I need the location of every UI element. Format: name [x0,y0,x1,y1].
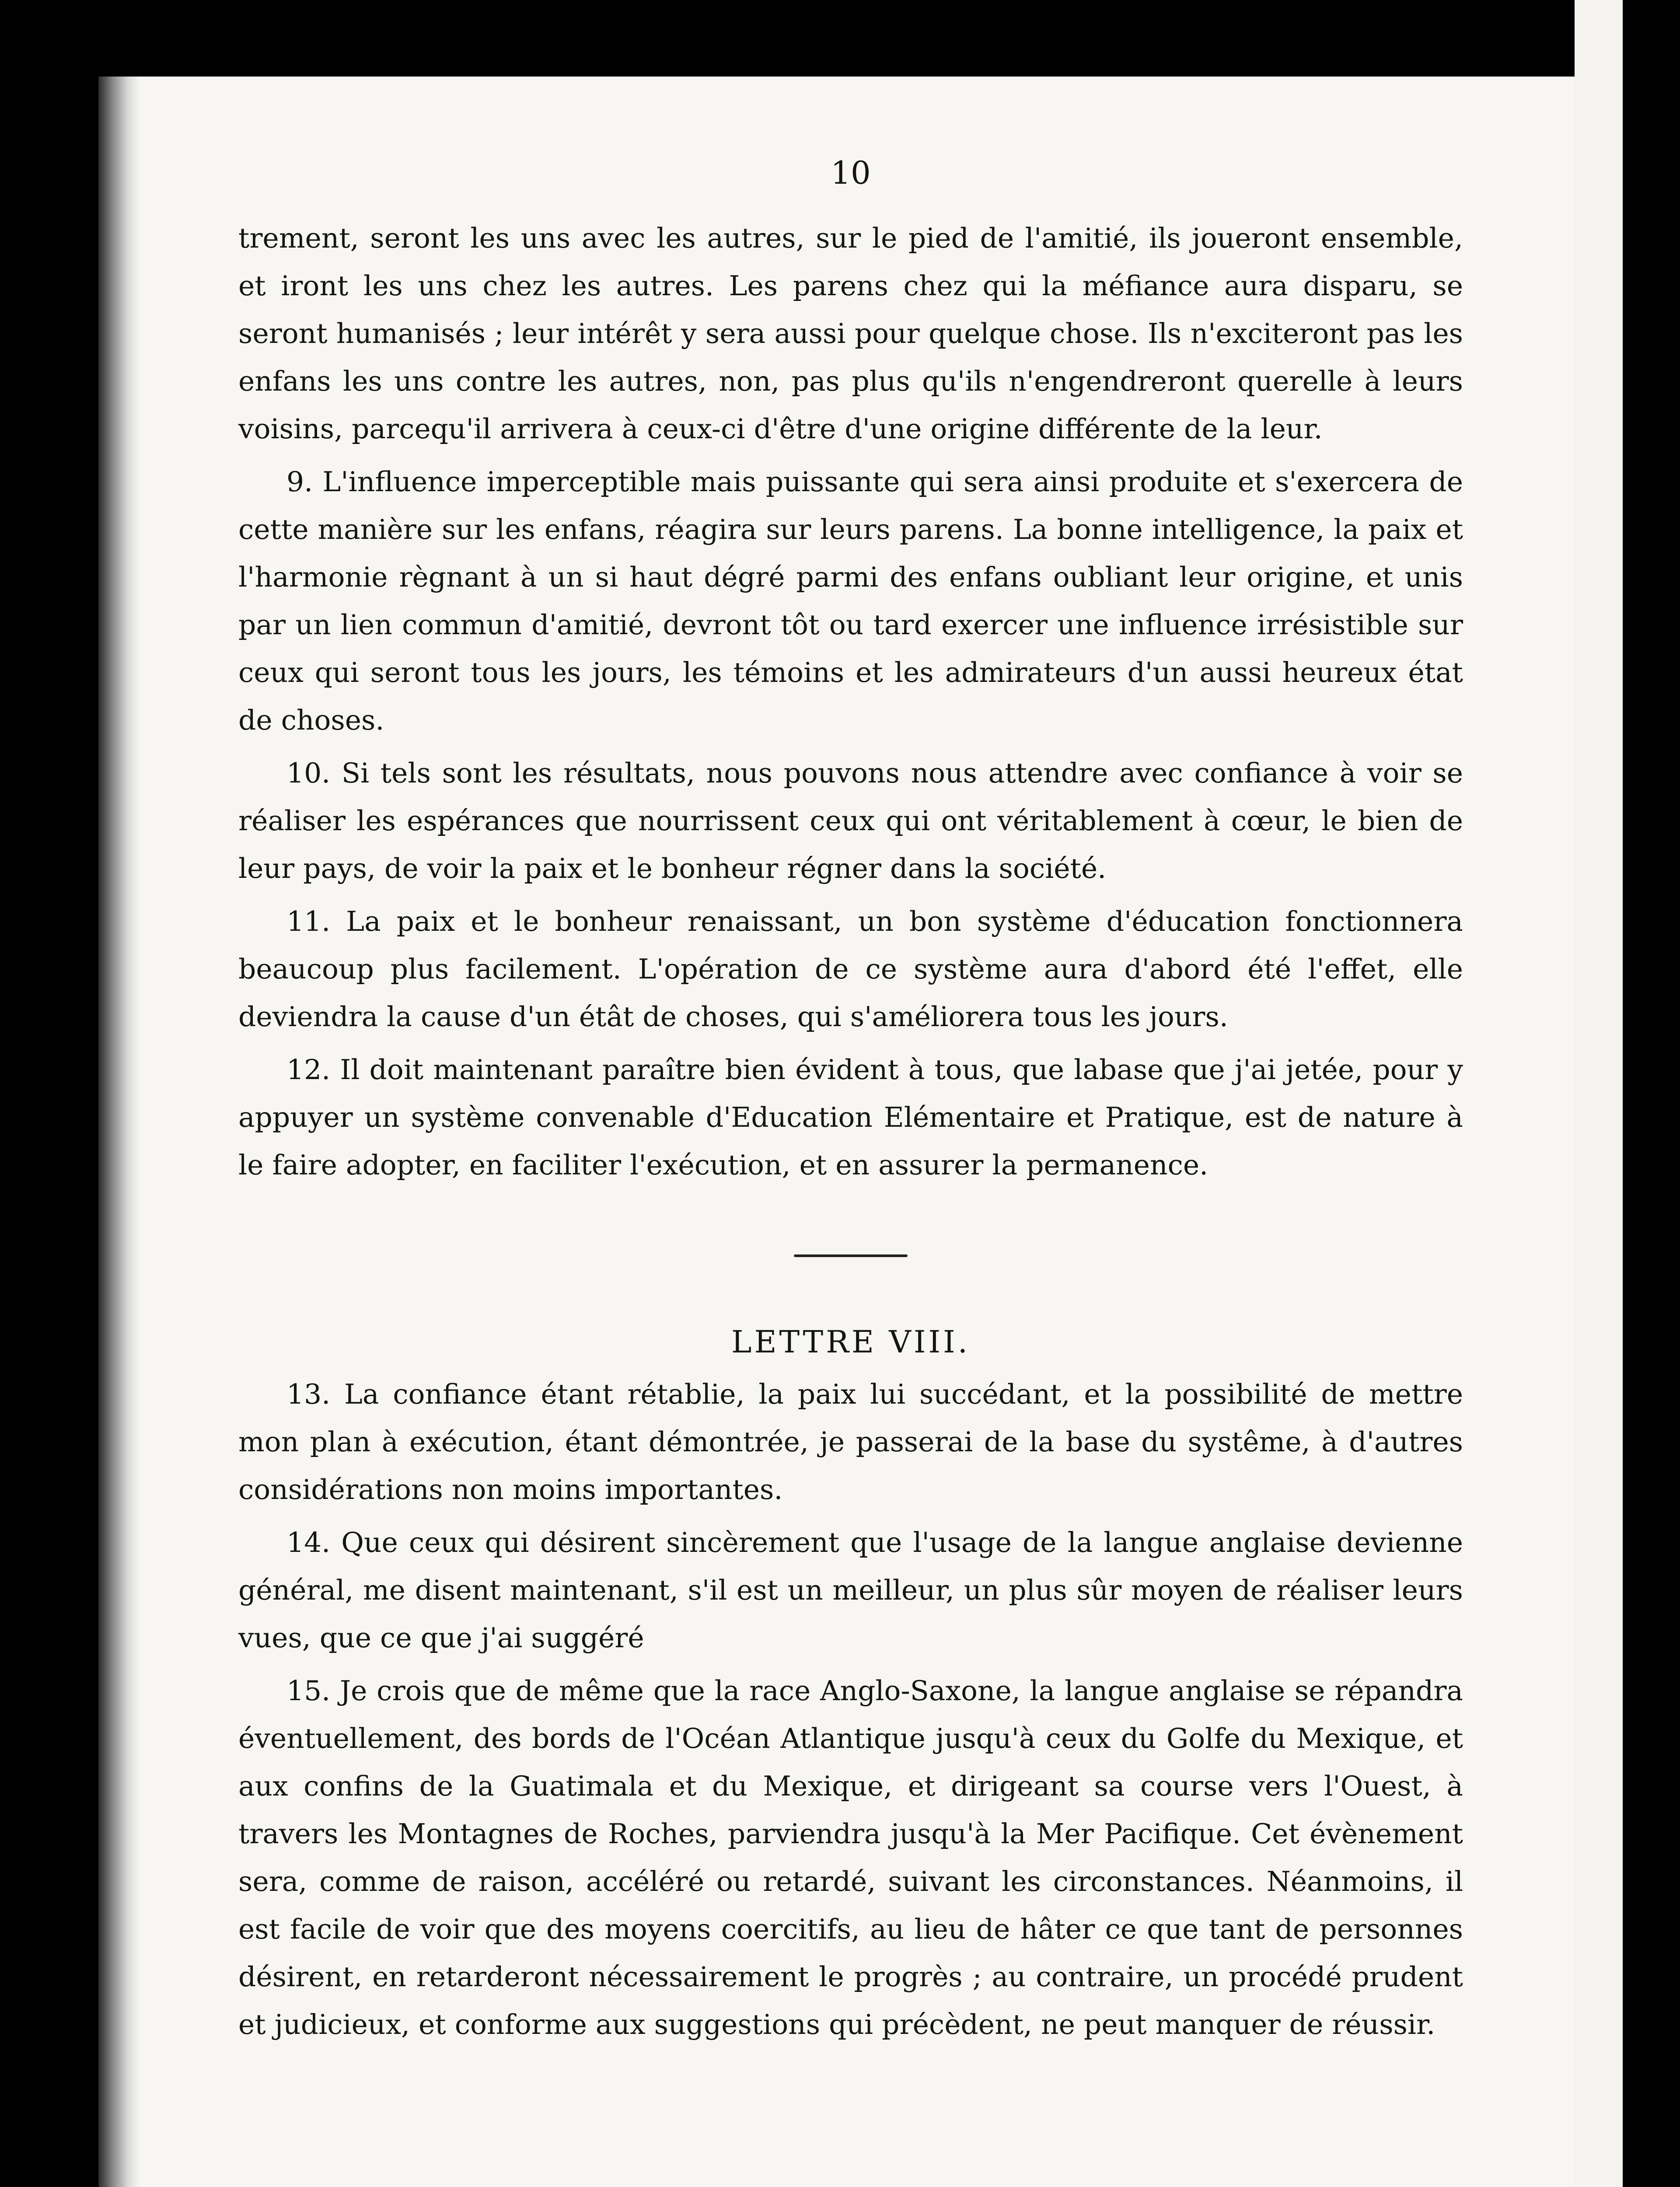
paragraph-13: 13. La confiance étant rétablie, la paix lui succédant, et la possibilité de mettre mon plan à exécution, étant démontrée, je passerai de la base du systême, à d'autres considérations non moins importantes. [238,1378,1463,1506]
paragraph-9: 9. L'influence imperceptible mais puissante qui sera ainsi produite et s'exercera de cette manière sur les enfans, réagira sur leurs parens. La bonne intelligence, la paix et l'harmonie règnant à un si haut dégré parmi des enfans oubliant leur origine, et unis par un lien commun d'amitié, devront tôt ou tard exercer une influence irrésistible sur ceux qui seront tous les jours, les témoins et les admirateurs d'un aussi heureux état de choses. [238,466,1463,736]
section-divider-rule [794,1254,908,1257]
paragraph-10: 10. Si tels sont les résultats, nous pouvons nous attendre avec confiance à voir se réaliser les espérances que nourrissent ceux qui ont véritablement à cœur, le bien de leur pays, de voir la paix et le bonheur régner dans la société. [238,757,1463,884]
paragraph-11: 11. La paix et le bonheur renaissant, un bon système d'éducation fonctionnera beaucoup plus facilement. L'opération de ce système aura d'abord été l'effet, elle deviendra la cause d'un étât de choses, qui s'améliorera tous les jours. [238,905,1463,1033]
paragraph-14: 14. Que ceux qui désirent sincèrement que l'usage de la langue anglaise devienne général, me disent maintenant, s'il est un meilleur, un plus sûr moyen de réaliser leurs vues, que ce que j'ai suggéré [238,1527,1463,1654]
paragraph-12: 12. Il doit maintenant paraître bien évident à tous, que labase que j'ai jetée, pour y appuyer un système convenable d'Education Elémentaire et Pratique, est de nature à le faire adopter, en faciliter l'exécution, et en assurer la permanence. [238,1054,1463,1181]
scan-right-border [1623,0,1680,2187]
page-right-margin [1575,0,1623,2187]
paragraph-continuation: trement, seront les uns avec les autres, sur le pied de l'amitié, ils joueront ensemble, et iront les uns chez les autres. Les parens chez qui la méfiance aura disparu, se seront humanisés ; leur intérêt y sera aussi pour quelque chose. Ils n'exciteront pas les enfans les uns contre les autres, non, pas plus qu'ils n'engendreront querelle à leurs voisins, parcequ'il arrivera à ceux-ci d'être d'une origine différente de la leur. [238,222,1463,445]
page-number: 10 [831,154,871,191]
book-binding-edge [98,77,140,2187]
page-text-block [238,131,1463,2054]
section-heading: LETTRE VIII. [731,1324,971,1360]
paragraph-15: 15. Je crois que de même que la race Anglo-Saxone, la langue anglaise se répandra éventuellement, des bords de l'Océan Atlantique jusqu'à ceux du Golfe du Mexique, et aux confins de la Guatimala et du Mexique, et dirigeant sa course vers l'Ouest, à travers les Montagnes de Roches, parviendra jusqu'à la Mer Pacifique. Cet évènement sera, comme de raison, accéléré ou retardé, suivant les circonstances. Néanmoins, il est facile de voir que des moyens coercitifs, au lieu de hâter ce que tant de personnes désirent, en retarderont nécessairement le progrès ; au contraire, un procédé prudent et judicieux, et conforme aux suggestions qui précèdent, ne peut manquer de réussir. [238,1675,1463,2040]
